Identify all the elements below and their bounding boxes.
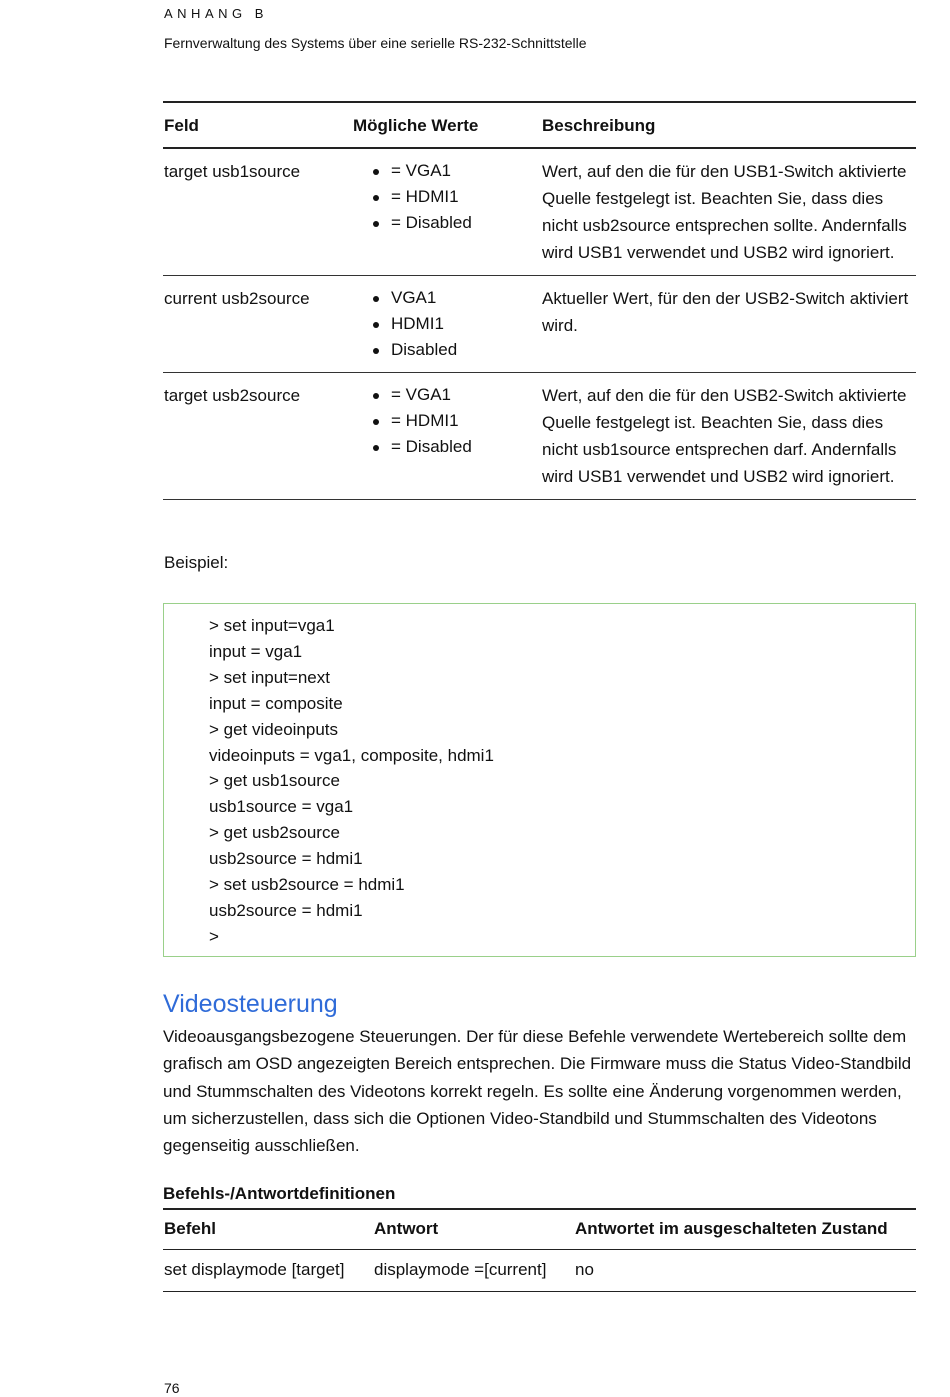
command-cell: set displaymode [target] [163,1250,373,1292]
code-line: > set input=vga1 [209,616,335,635]
column-header-field: Feld [163,102,352,148]
field-description: Aktueller Wert, für den der USB2-Switch aktiviert wird. [541,276,916,373]
table-row [163,276,916,373]
code-example-box [163,603,916,957]
column-header-values: Mögliche Werte [352,102,541,148]
field-name: target usb2source [163,373,352,500]
code-line: > [209,926,219,946]
example-label: Beispiel: [164,553,229,572]
field-name: current usb2source [163,276,352,373]
fields-table [163,101,916,500]
column-header-command: Befehl [163,1209,373,1250]
off-state-cell: no [574,1250,916,1292]
list-item: Disabled [371,337,541,363]
column-header-off-state: Antwortet im ausgeschalteten Zustand [574,1209,916,1250]
list-item: = Disabled [371,434,541,460]
field-description: Wert, auf den die für den USB2-Switch aktivierte Quelle festgelegt ist. Beachten Sie, dass dies nicht usb1source entsprechen darf. Andernfalls wird USB1 verwendet und USB2 wird ignoriert. [541,373,916,500]
column-header-description: Beschreibung [541,102,916,148]
code-line: videoinputs = vga1, composite, hdmi1 [209,745,494,765]
code-line: > set usb2source = hdmi1 [209,875,405,895]
field-name: target usb1source [163,148,352,276]
possible-values [352,373,541,500]
list-item: VGA1 [371,285,541,311]
possible-values [352,276,541,373]
chapter-subtitle: Fernverwaltung des Systems über eine serielle RS-232-Schnittstelle [164,35,587,51]
response-cell: displaymode =[current] [373,1250,574,1292]
table-header-row [163,1209,916,1250]
code-line: usb1source = vga1 [209,797,354,817]
list-item: = VGA1 [371,158,541,184]
code-line: > get usb2source [209,823,340,843]
code-line: input = vga1 [209,641,303,661]
list-item: = Disabled [371,210,541,236]
field-description: Wert, auf den die für den USB1-Switch aktivierte Quelle festgelegt ist. Beachten Sie, dass dies nicht usb2source entsprechen sollte. Andernfalls wird USB1 verwendet und USB2 wird ignoriert. [541,148,916,276]
page-number: 76 [164,1380,180,1396]
appendix-label: ANHANG B [164,6,268,21]
code-line: input = composite [209,693,343,713]
table-header-row [163,102,916,148]
code-line: > get usb1source [209,771,340,791]
code-line: > set input=next [209,667,330,687]
list-item: = HDMI1 [371,408,541,434]
code-line: usb2source = hdmi1 [209,849,363,869]
section-heading: Videosteuerung [163,990,338,1018]
list-item: = VGA1 [371,382,541,408]
list-item: = HDMI1 [371,184,541,210]
table-row [163,373,916,500]
table-row [163,148,916,276]
subsection-heading: Befehls-/Antwortdefinitionen [163,1184,396,1203]
code-line: usb2source = hdmi1 [209,900,363,920]
commands-table [163,1208,916,1292]
table-row [163,1250,916,1292]
section-paragraph: Videoausgangsbezogene Steuerungen. Der für diese Befehle verwendete Wertebereich sollte dem grafisch am OSD angezeigten Bereich entsprechen. Die Firmware muss die Status Video-Standbild und Stummschalten des Videotons korrekt regeln. Es sollte eine Änderung vorgenommen werden, um sicherzustellen, dass sich die Optionen Video-Standbild und Stummschalten des Videotons gegenseitig ausschließen. [163,1027,912,1156]
code-lines [209,613,494,950]
column-header-response: Antwort [373,1209,574,1250]
code-line: > get videoinputs [209,719,339,739]
list-item: HDMI1 [371,311,541,337]
possible-values [352,148,541,276]
